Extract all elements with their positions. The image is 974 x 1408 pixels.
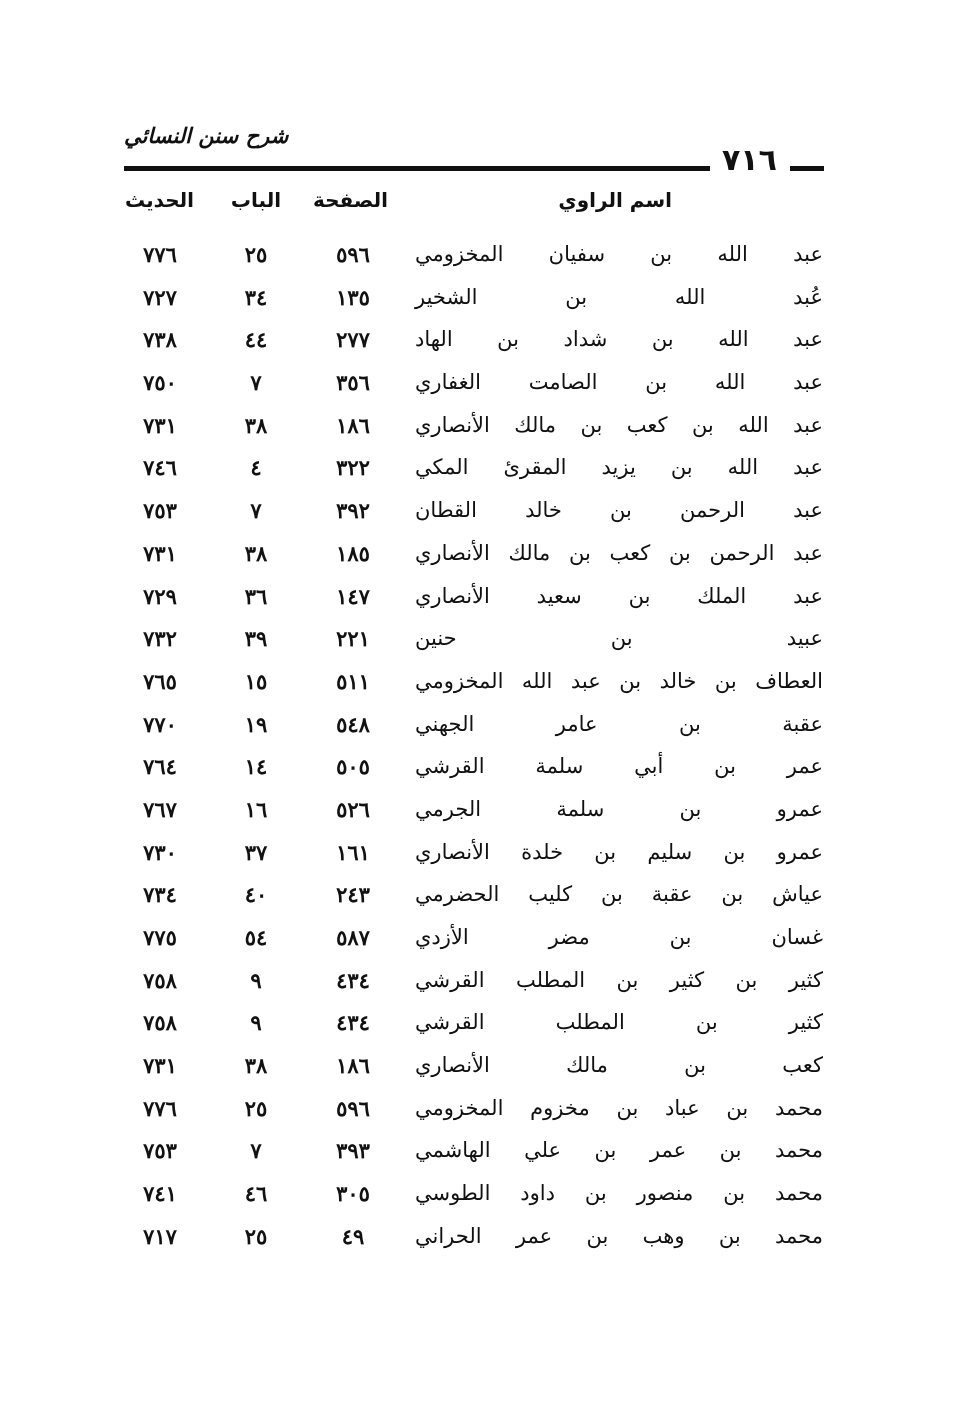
hadith-ref: ٧٣١ — [143, 540, 177, 566]
table-row — [0, 708, 974, 751]
table-row — [0, 665, 974, 708]
chapter-ref: ٣٨ — [244, 540, 268, 566]
hadith-ref: ٧٧٦ — [143, 1095, 177, 1121]
table-row — [0, 366, 974, 409]
table-row — [0, 1006, 974, 1049]
column-header-name: اسم الراوي — [558, 188, 672, 212]
page-ref: ٥٤٨ — [336, 711, 370, 737]
chapter-ref: ٩ — [250, 967, 262, 993]
narrator-name: عبد الرحمن بن كعب بن مالك الأنصاري — [415, 540, 823, 565]
hadith-ref: ٧٦٤ — [143, 754, 177, 780]
chapter-ref: ٣٨ — [244, 1053, 268, 1079]
page-number: ٧١٦ — [722, 143, 777, 178]
table-row — [0, 580, 974, 623]
hadith-ref: ٧١٧ — [143, 1223, 177, 1249]
narrator-name: محمد بن عمر بن علي الهاشمي — [415, 1138, 823, 1163]
hadith-ref: ٧٦٥ — [143, 668, 177, 694]
table-row — [0, 1092, 974, 1135]
page-ref: ٤٩ — [341, 1223, 365, 1249]
chapter-ref: ١٥ — [244, 668, 268, 694]
hadith-ref: ٧٦٧ — [143, 796, 177, 822]
table-row — [0, 1049, 974, 1092]
page-ref: ٥٩٦ — [336, 242, 370, 267]
chapter-ref: ٤٦ — [244, 1181, 268, 1207]
table-row — [0, 964, 974, 1007]
page-ref: ٤٣٤ — [336, 967, 370, 993]
table-row — [0, 238, 974, 281]
chapter-ref: ٧ — [250, 498, 262, 524]
page-number-dash — [790, 166, 824, 171]
table-row — [0, 409, 974, 452]
chapter-ref: ٣٧ — [244, 839, 268, 865]
narrator-name: عبد الله بن الصامت الغفاري — [415, 370, 823, 395]
page-ref: ٣٠٥ — [336, 1181, 370, 1207]
table-row — [0, 451, 974, 494]
chapter-ref: ٧ — [250, 370, 262, 396]
table-row — [0, 750, 974, 793]
table-row — [0, 878, 974, 921]
chapter-ref: ٢٥ — [244, 1095, 268, 1121]
page-ref: ٢٢١ — [336, 626, 370, 652]
column-header-hadith: الحديث — [124, 188, 194, 212]
chapter-ref: ٥٤ — [244, 925, 268, 950]
page-ref: ٥٠٥ — [336, 754, 370, 780]
page-ref: ١٤٧ — [336, 583, 370, 609]
page-ref: ١٣٥ — [336, 284, 370, 310]
hadith-ref: ٧٢٩ — [143, 583, 177, 609]
page-ref: ١٦١ — [336, 839, 370, 865]
table-row — [0, 537, 974, 580]
page-ref: ٤٣٤ — [336, 1010, 370, 1036]
narrator-name: عُبد الله بن الشخير — [415, 284, 823, 309]
page-ref: ٢٧٧ — [336, 327, 370, 353]
narrator-name: كعب بن مالك الأنصاري — [415, 1053, 823, 1078]
narrator-name: عياش بن عقبة بن كليب الحضرمي — [415, 882, 823, 907]
narrator-name: محمد بن عباد بن مخزوم المخزومي — [415, 1095, 823, 1120]
column-headers — [0, 188, 974, 222]
chapter-ref: ٤٠ — [244, 882, 268, 908]
narrator-name: عمرو بن سلمة الجرمي — [415, 796, 823, 821]
page-ref: ٥٩٦ — [336, 1095, 370, 1121]
hadith-ref: ٧٥٨ — [143, 1010, 177, 1036]
page-ref: ٥٢٦ — [336, 796, 370, 822]
table-row — [0, 1220, 974, 1263]
hadith-ref: ٧٧٠ — [143, 711, 177, 737]
narrator-name: محمد بن وهب بن عمر الحراني — [415, 1223, 823, 1248]
page-ref: ٣٩٣ — [336, 1138, 370, 1164]
table-row — [0, 494, 974, 537]
chapter-ref: ٣٤ — [244, 284, 268, 310]
chapter-ref: ١٩ — [244, 711, 268, 737]
column-header-chapter: الباب — [230, 188, 282, 212]
chapter-ref: ٩ — [250, 1010, 262, 1036]
book-title: شرح سنن النسائي — [124, 124, 289, 148]
hadith-ref: ٧٧٥ — [143, 925, 177, 950]
table-row — [0, 323, 974, 366]
hadith-ref: ٧٣٨ — [143, 327, 177, 353]
hadith-ref: ٧٢٧ — [143, 284, 177, 310]
chapter-ref: ٤ — [250, 455, 262, 481]
page-ref: ١٨٥ — [336, 540, 370, 566]
table-row — [0, 921, 974, 964]
narrator-name: عبيد بن حنين — [415, 626, 823, 651]
table-row — [0, 281, 974, 324]
chapter-ref: ٢٥ — [244, 1223, 268, 1249]
narrator-name: عمر بن أبي سلمة القرشي — [415, 754, 823, 779]
narrator-name: عبد الله بن شداد بن الهاد — [415, 327, 823, 352]
chapter-ref: ١٤ — [244, 754, 268, 780]
table-row — [0, 622, 974, 665]
chapter-ref: ٣٨ — [244, 412, 268, 438]
hadith-ref: ٧٣٠ — [143, 839, 177, 865]
hadith-ref: ٧٤١ — [143, 1181, 177, 1207]
page-ref: ١٨٦ — [336, 412, 370, 438]
narrator-name: عبد الله بن كعب بن مالك الأنصاري — [415, 412, 823, 437]
table-row — [0, 1134, 974, 1177]
narrator-name: عبد الملك بن سعيد الأنصاري — [415, 583, 823, 608]
chapter-ref: ٤٤ — [244, 327, 268, 353]
hadith-ref: ٧٣٤ — [143, 882, 177, 908]
header-rule — [124, 166, 710, 171]
narrator-index-table — [0, 238, 974, 1263]
table-row — [0, 1177, 974, 1220]
narrator-name: عمرو بن سليم بن خلدة الأنصاري — [415, 839, 823, 864]
narrator-name: محمد بن منصور بن داود الطوسي — [415, 1181, 823, 1206]
chapter-ref: ٣٦ — [244, 583, 268, 609]
column-header-page: الصفحة — [312, 188, 388, 212]
hadith-ref: ٧٥٨ — [143, 967, 177, 993]
page-ref: ١٨٦ — [336, 1053, 370, 1079]
hadith-ref: ٧٥٣ — [143, 498, 177, 524]
narrator-name: كثير بن المطلب القرشي — [415, 1010, 823, 1035]
page-ref: ٥١١ — [336, 668, 370, 694]
hadith-ref: ٧٣٢ — [143, 626, 177, 652]
page-ref: ٣٩٢ — [336, 498, 370, 524]
page-ref: ٣٢٢ — [336, 455, 370, 481]
narrator-name: عقبة بن عامر الجهني — [415, 711, 823, 736]
narrator-name: كثير بن كثير بن المطلب القرشي — [415, 967, 823, 992]
page-ref: ٣٥٦ — [336, 370, 370, 396]
narrator-name: العطاف بن خالد بن عبد الله المخزومي — [415, 668, 823, 693]
hadith-ref: ٧٧٦ — [143, 242, 177, 267]
page-ref: ٢٤٣ — [336, 882, 370, 908]
hadith-ref: ٧٥٠ — [143, 370, 177, 396]
table-row — [0, 793, 974, 836]
chapter-ref: ١٦ — [244, 796, 268, 822]
narrator-name: غسان بن مضر الأزدي — [415, 925, 823, 949]
chapter-ref: ٣٩ — [244, 626, 268, 652]
narrator-name: عبد الله بن سفيان المخزومي — [415, 242, 823, 266]
narrator-name: عبد الرحمن بن خالد القطان — [415, 498, 823, 523]
hadith-ref: ٧٤٦ — [143, 455, 177, 481]
chapter-ref: ٧ — [250, 1138, 262, 1164]
hadith-ref: ٧٣١ — [143, 412, 177, 438]
page-ref: ٥٨٧ — [336, 925, 370, 950]
hadith-ref: ٧٥٣ — [143, 1138, 177, 1164]
chapter-ref: ٢٥ — [244, 242, 268, 267]
narrator-name: عبد الله بن يزيد المقرئ المكي — [415, 455, 823, 480]
table-row — [0, 836, 974, 879]
hadith-ref: ٧٣١ — [143, 1053, 177, 1079]
